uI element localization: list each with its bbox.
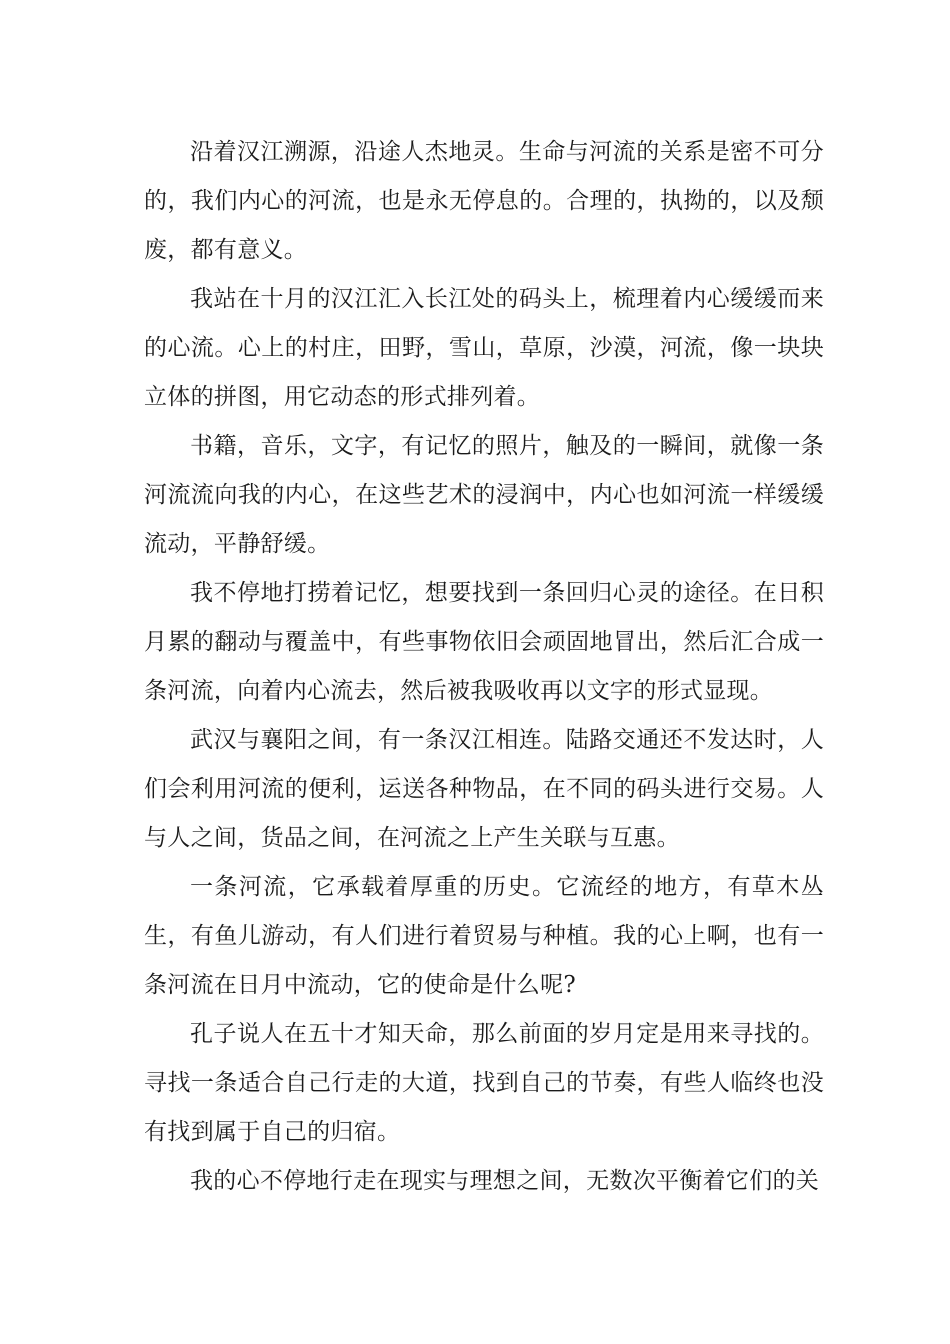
paragraph-1: 沿着汉江溯源，沿途人杰地灵。生命与河流的关系是密不可分的，我们内心的河流，也是永无停息的。合理的，执拗的，以及颓废，都有意义。 xyxy=(144,139,824,263)
paragraph-5: 武汉与襄阳之间，有一条汉江相连。陆路交通还不发达时，人们会利用河流的便利，运送各种物品，在不同的码头进行交易。人与人之间，货品之间，在河流之上产生关联与互惠。 xyxy=(144,727,824,851)
paragraph-2: 我站在十月的汉江汇入长江处的码头上，梳理着内心缓缓而来的心流。心上的村庄，田野，雪山，草原，沙漠，河流，像一块块立体的拼图，用它动态的形式排列着。 xyxy=(144,286,824,410)
document-body xyxy=(144,128,824,1206)
paragraph-7: 孔子说人在五十才知天命，那么前面的岁月定是用来寻找的。寻找一条适合自己行走的大道，找到自己的节奏，有些人临终也没有找到属于自己的归宿。 xyxy=(144,1021,824,1145)
paragraph-6: 一条河流，它承载着厚重的历史。它流经的地方，有草木丛生，有鱼儿游动，有人们进行着贸易与种植。我的心上啊，也有一条河流在日月中流动，它的使命是什么呢? xyxy=(144,874,824,998)
paragraph-4: 我不停地打捞着记忆，想要找到一条回归心灵的途径。在日积月累的翻动与覆盖中，有些事物依旧会顽固地冒出，然后汇合成一条河流，向着内心流去，然后被我吸收再以文字的形式显现。 xyxy=(144,580,824,704)
paragraph-8: 我的心不停地行走在现实与理想之间，无数次平衡着它们的关 xyxy=(190,1168,820,1194)
paragraph-3: 书籍，音乐，文字，有记忆的照片，触及的一瞬间，就像一条河流流向我的内心，在这些艺术的浸润中，内心也如河流一样缓缓流动，平静舒缓。 xyxy=(144,433,824,557)
